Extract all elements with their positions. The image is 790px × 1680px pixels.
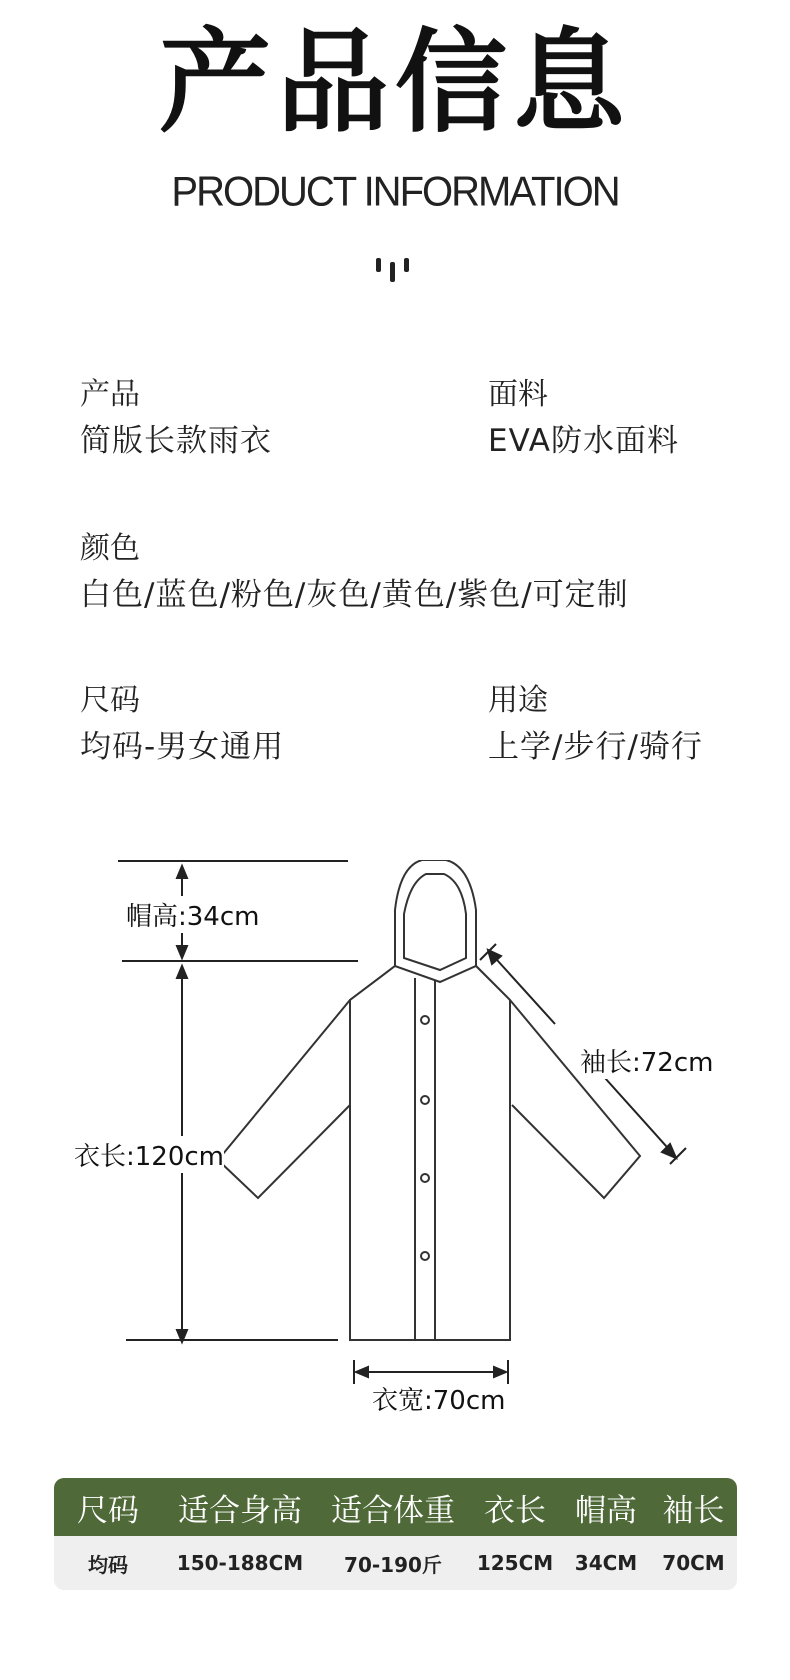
usage-value: 上学/步行/骑行 bbox=[488, 729, 703, 765]
header-cell-weight: 适合体重 bbox=[331, 1492, 455, 1529]
hood-height-label: 帽高:34cm bbox=[126, 896, 259, 933]
cell-weight: 70-190斤 bbox=[344, 1552, 442, 1577]
sleeve-length-label: 袖长:72cm bbox=[580, 1042, 713, 1079]
cell-sleeve: 70CM bbox=[662, 1551, 725, 1575]
body-width-label: 衣宽:70cm bbox=[372, 1380, 505, 1417]
material-label: 面料 bbox=[488, 377, 548, 412]
size-value: 均码-男女通用 bbox=[80, 729, 285, 765]
page-subtitle: PRODUCT INFORMATION bbox=[171, 168, 619, 216]
header-cell-length: 衣长 bbox=[484, 1492, 546, 1529]
cell-size: 均码 bbox=[88, 1552, 128, 1577]
color-label: 颜色 bbox=[80, 531, 140, 566]
cell-height: 150-188CM bbox=[176, 1551, 304, 1575]
material-value: EVA防水面料 bbox=[488, 423, 680, 459]
raincoat-diagram bbox=[0, 860, 790, 1460]
page-title: 产品信息 bbox=[159, 18, 631, 148]
size-table-header bbox=[54, 1478, 737, 1536]
body-length-label: 衣长:120cm bbox=[74, 1136, 224, 1173]
size-label: 尺码 bbox=[80, 683, 140, 718]
product-value: 简版长款雨衣 bbox=[80, 423, 272, 459]
header-cell-sleeve: 袖长 bbox=[662, 1492, 725, 1529]
color-value: 白色/蓝色/粉色/灰色/黄色/紫色/可定制 bbox=[80, 577, 629, 613]
divider-marks bbox=[376, 258, 416, 282]
header-cell-height: 适合身高 bbox=[178, 1492, 302, 1529]
usage-label: 用途 bbox=[488, 683, 548, 718]
cell-length: 125CM bbox=[476, 1551, 554, 1575]
header-cell-hood: 帽高 bbox=[575, 1492, 637, 1529]
product-label: 产品 bbox=[80, 377, 140, 412]
size-table bbox=[54, 1478, 737, 1590]
table-row bbox=[54, 1536, 737, 1590]
cell-hood: 34CM bbox=[574, 1551, 638, 1575]
header-cell-size: 尺码 bbox=[77, 1492, 139, 1529]
